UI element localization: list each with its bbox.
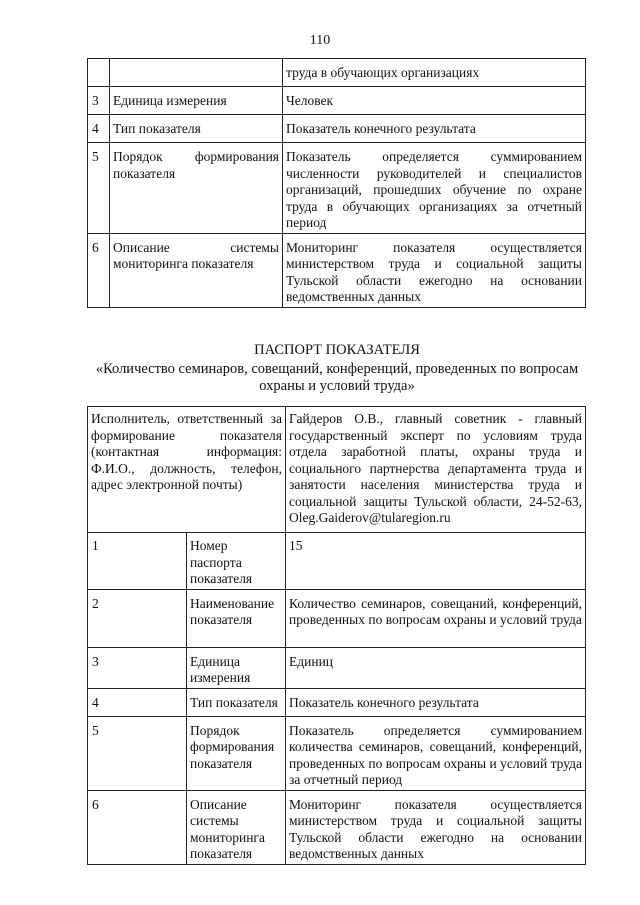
row-value: труда в обучающих организациях [283,59,586,87]
row-number: 3 [88,647,187,688]
row-value: Мониторинг показателя осуществляется министерством труда и социальной защиты Тульской области ежегодно на основании ведомственных данных [286,790,586,864]
row-number: 2 [88,589,187,647]
table-row [88,647,586,688]
row-number: 5 [88,716,187,790]
row-value: Показатель конечного результата [286,688,586,716]
table-row [88,589,586,647]
table-row [88,87,586,115]
row-value: 15 [286,533,586,590]
row-number: 6 [88,233,110,307]
row-label: Описание системы мониторинга показателя [187,790,286,864]
table-row [88,143,586,234]
table-row [88,233,586,307]
row-label: Тип показателя [110,115,283,143]
passport-table [87,406,586,865]
row-number: 6 [88,790,187,864]
row-label: Описание системы мониторинга показателя [110,233,283,307]
passport-title: ПАСПОРТ ПОКАЗАТЕЛЯ [254,342,420,358]
indicator-table-continued [87,58,586,308]
table-row [88,407,586,533]
row-label: Единица измерения [110,87,283,115]
table-row [88,59,586,87]
row-number: 4 [88,688,187,716]
row-label: Тип показателя [187,688,286,716]
table-row [88,716,586,790]
row-label: Наименование показателя [187,589,286,647]
row-value: Показатель определяется суммированием количества семинаров, совещаний, конференций, проведенных по вопросам охраны и условий труда за отчетный период [286,716,586,790]
row-value: Показатель определяется суммированием численности руководителей и специалистов организаций, прошедших обучение по охране труда в обучающих организациях за отчетный период [283,143,586,234]
row-number: 5 [88,143,110,234]
table-row [88,533,586,590]
row-label: Порядок формирования показателя [110,143,283,234]
row-value: Показатель конечного результата [283,115,586,143]
row-value: Единиц [286,647,586,688]
passport-subtitle-line2: охраны и условий труда» [259,378,415,394]
row-label: Порядок формирования показателя [187,716,286,790]
table-row [88,688,586,716]
row-value: Мониторинг показателя осуществляется министерством труда и социальной защиты Тульской области ежегодно на основании ведомственных данных [283,233,586,307]
row-number: 4 [88,115,110,143]
row-number: 3 [88,87,110,115]
row-number: 1 [88,533,187,590]
row-value: Человек [283,87,586,115]
executor-value: Гайдеров О.В., главный советник - главный государственный эксперт по условиям труда отдела заработной платы, охраны труда и социального партнерства департамента труда и занятости населения министерства труда и социальной защиты Тульской области, 24-52-63, Oleg.Gaiderov@tularegion.ru [286,407,586,533]
row-label: Номер паспорта показателя [187,533,286,590]
table-row [88,115,586,143]
row-value: Количество семинаров, совещаний, конференций, проведенных по вопросам охраны и условий труда [286,589,586,647]
row-number [88,59,110,87]
page-number: 110 [309,33,331,48]
executor-label: Исполнитель, ответственный за формирование показателя (контактная информация: Ф.И.О., должность, телефон, адрес электронной почты) [88,407,286,533]
row-label [110,59,283,87]
passport-subtitle-line1: «Количество семинаров, совещаний, конференций, проведенных по вопросам [95,361,579,377]
row-label: Единица измерения [187,647,286,688]
table-row [88,790,586,864]
